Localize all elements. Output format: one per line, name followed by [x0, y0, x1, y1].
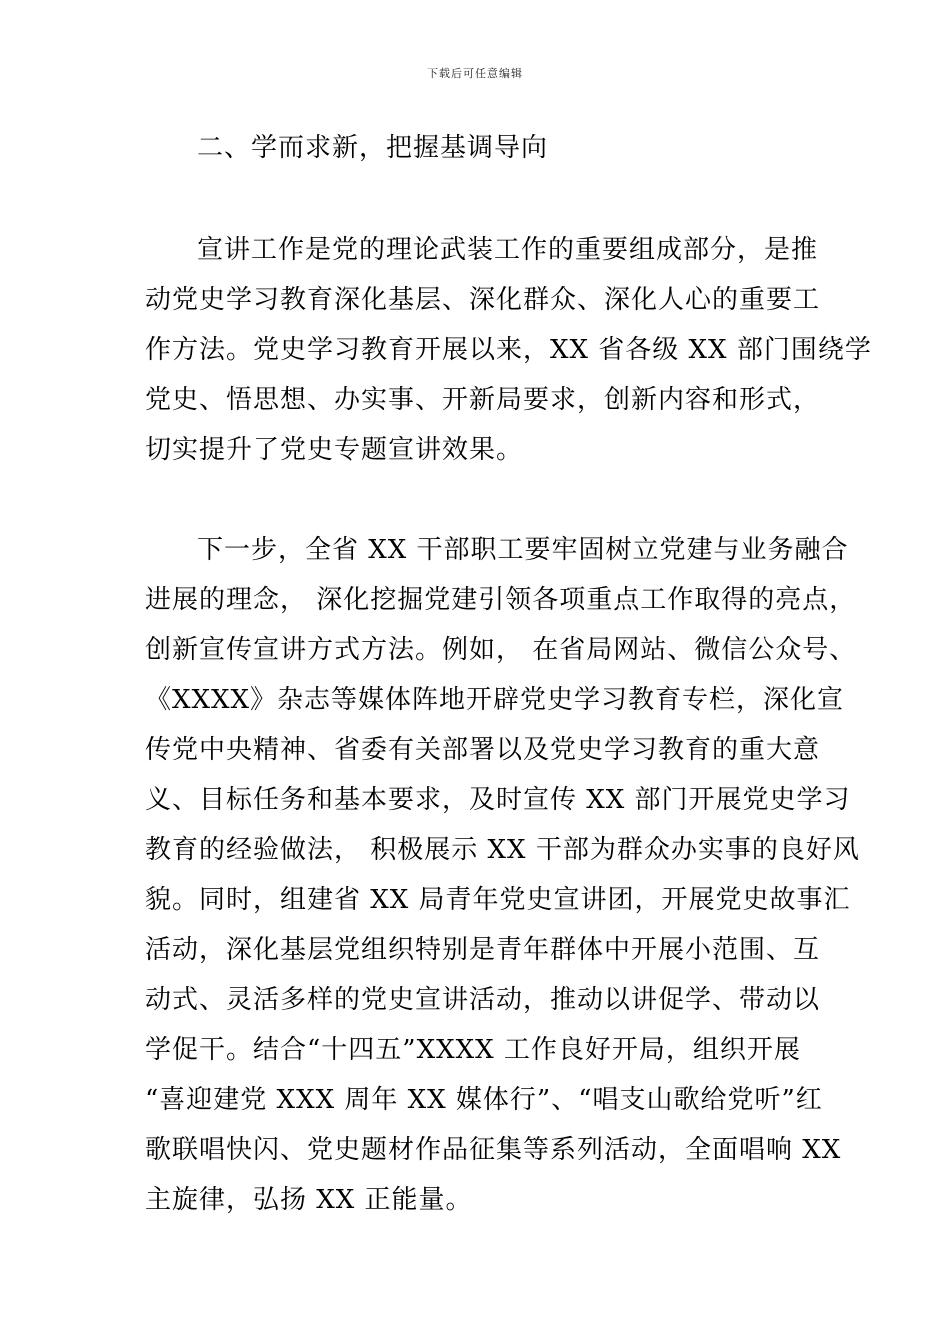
paragraph-line: 宣讲工作是党的理论武装工作的重要组成部分，是推	[197, 235, 819, 265]
paragraph-line: 传党中央精神、省委有关部署以及党史学习教育的重大意	[145, 735, 821, 765]
paragraph-line: 党史、悟思想、办实事、开新局要求，创新内容和形式，	[145, 385, 821, 415]
paragraph-line: 主旋律，弘扬 XX 正能量。	[145, 1185, 473, 1215]
paragraph-2	[145, 525, 860, 1225]
paragraph-line: 动党史学习教育深化基层、深化群众、深化人心的重要工	[145, 285, 821, 315]
paragraph-line: 义、目标任务和基本要求，及时宣传 XX 部门开展党史学习	[145, 785, 851, 815]
header-note: 下载后可任意编辑	[427, 67, 523, 80]
paragraph-line: 创新宣传宣讲方式方法。例如， 在省局网站、微信公众号、	[145, 635, 857, 665]
paragraph-line: 下一步，全省 XX 干部职工要牢固树立党建与业务融合	[197, 535, 849, 565]
paragraph-line: 作方法。党史学习教育开展以来，XX 省各级 XX 部门围绕学	[145, 335, 872, 365]
paragraph-line: 切实提升了党史专题宣讲效果。	[145, 435, 524, 465]
paragraph-1	[145, 225, 872, 475]
paragraph-line: 进展的理念， 深化挖掘党建引领各项重点工作取得的亮点，	[145, 585, 857, 615]
paragraph-line: 学促干。结合“十四五”XXXX 工作良好开局，组织开展	[145, 1035, 801, 1065]
paragraph-line: 活动，深化基层党组织特别是青年群体中开展小范围、互	[145, 935, 821, 965]
paragraph-line: 《XXXX》杂志等媒体阵地开辟党史学习教育专栏，深化宣	[145, 685, 845, 715]
section-heading: 二、学而求新，把握基调导向	[197, 133, 549, 163]
paragraph-line: 歌联唱快闪、党史题材作品征集等系列活动，全面唱响 XX	[145, 1135, 842, 1165]
paragraph-line: 貌。同时，组建省 XX 局青年党史宣讲团，开展党史故事汇	[145, 885, 851, 915]
paragraph-line: 教育的经验做法， 积极展示 XX 干部为群众办实事的良好风	[145, 835, 860, 865]
paragraph-line: 动式、灵活多样的党史宣讲活动，推动以讲促学、带动以	[145, 985, 821, 1015]
paragraph-line: “喜迎建党 XXX 周年 XX 媒体行”、“唱支山歌给党听”红	[145, 1085, 823, 1115]
